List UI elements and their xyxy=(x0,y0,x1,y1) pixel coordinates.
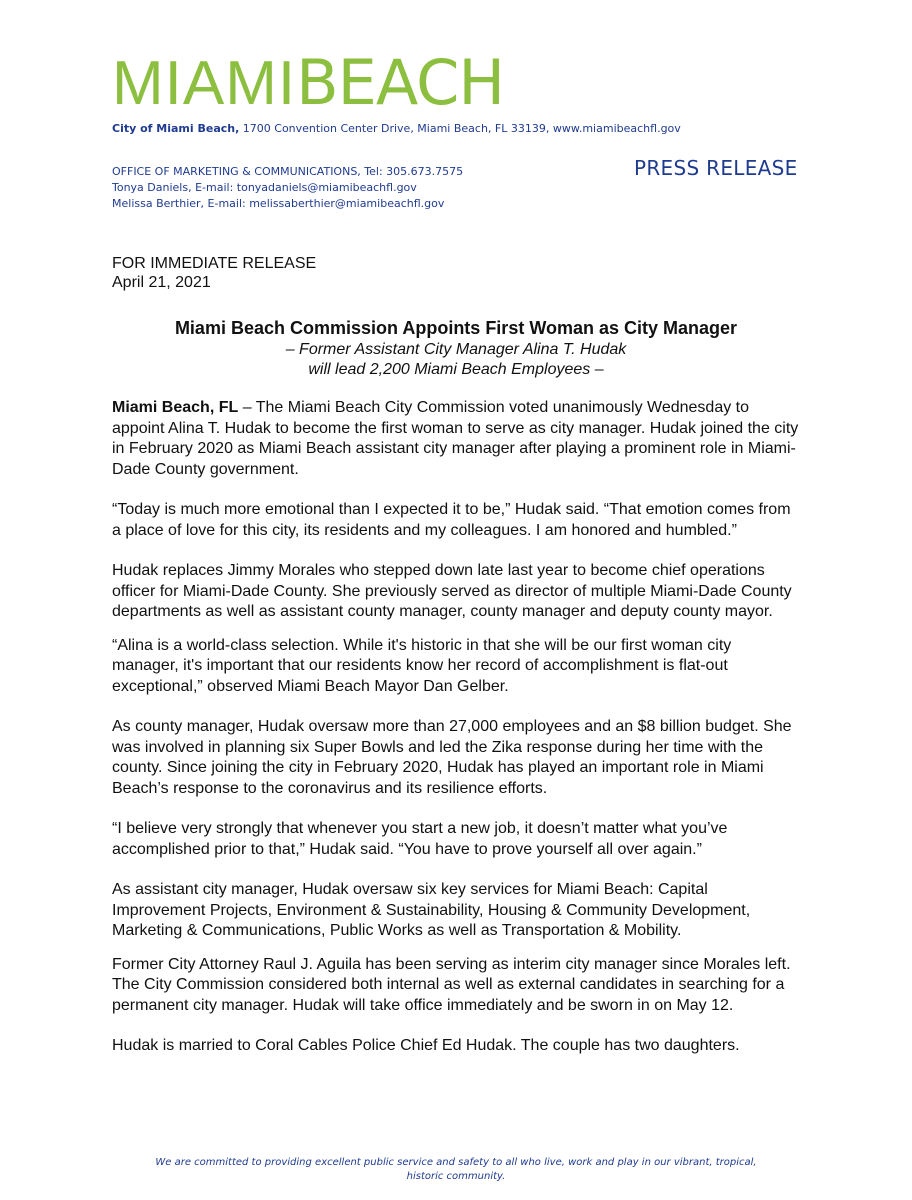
release-info xyxy=(112,254,316,292)
subhead-line-2: will lead 2,200 Miami Beach Employees – xyxy=(308,361,604,378)
address-text: 1700 Convention Center Drive, Miami Beach, FL 33139, www.miamibeachfl.gov xyxy=(239,122,681,135)
headline: Miami Beach Commission Appoints First Woman as City Manager xyxy=(174,318,738,338)
paragraph-4: “Alina is a world-class selection. While it's historic in that she will be our first woman city manager, it's important that our residents know her record of accomplishment is flat-out exceptional,” observed Miami Beach Mayor Dan Gelber. xyxy=(112,636,732,695)
logo-miami-text: MIAMI xyxy=(112,49,297,118)
footer-line-1: We are committed to providing excellent public service and safety to all who live, work and play in our vibrant, tropical, xyxy=(155,1157,757,1168)
footer-line-2: historic community. xyxy=(406,1171,506,1182)
paragraph-2: “Today is much more emotional than I expected it to be,” Hudak said. “That emotion comes from a place of love for this city, its residents and my colleagues. I am honored and humbled.” xyxy=(112,501,791,539)
letterhead-address xyxy=(112,122,681,135)
paragraph-8: Former City Attorney Raul J. Aguila has been serving as interim city manager since Morales left. The City Commission considered both internal as well as external candidates in searching for a permanent city manager. Hudak will take office immediately and be sworn in on May 12. xyxy=(112,955,791,1014)
contact-melissa: Melissa Berthier, E-mail: melissaberthier@miamibeachfl.gov xyxy=(112,197,445,210)
paragraph-5: As county manager, Hudak oversaw more than 27,000 employees and an $8 billion budget. She was involved in planning six Super Bowls and led the Zika response during her time with the county. Since joining the city in February 2020, Hudak has played an important role in Miami Beach’s response to the coronavirus and its resilience efforts. xyxy=(112,718,792,797)
paragraph-1 xyxy=(112,398,802,480)
paragraph-7: As assistant city manager, Hudak oversaw six key services for Miami Beach: Capital Improvement Projects, Environment & Sustainability, Housing & Community Development, Marketing & Communications, Public Works as well as Transportation & Mobility. xyxy=(112,881,751,939)
contact-tonya: Tonya Daniels, E-mail: tonyadaniels@miamibeachfl.gov xyxy=(112,181,417,194)
press-release-label: PRESS RELEASE xyxy=(634,156,798,180)
office-line: OFFICE OF MARKETING & COMMUNICATIONS, Tel: 305.673.7575 xyxy=(112,165,464,178)
subheadline xyxy=(112,340,800,380)
subhead-line-1: – Former Assistant City Manager Alina T. Hudak xyxy=(285,341,627,358)
dateline: Miami Beach, FL xyxy=(112,399,239,416)
office-contacts xyxy=(112,164,463,212)
release-date: April 21, 2021 xyxy=(112,274,211,291)
paragraph-1-text: – The Miami Beach City Commission voted unanimously Wednesday to appoint Alina T. Hudak to become the first woman to serve as city manager. Hudak joined the city in February 2020 as Miami Beach assistant city manager after playing a prominent role in Miami-Dade County government. xyxy=(112,399,799,478)
paragraph-9: Hudak is married to Coral Cables Police Chief Ed Hudak. The couple has two daughters. xyxy=(112,1037,740,1054)
paragraph-6: “I believe very strongly that whenever you start a new job, it doesn’t matter what you’ve accomplished prior to that,” Hudak said. “You have to prove yourself all over again.” xyxy=(112,820,728,858)
paragraph-3: Hudak replaces Jimmy Morales who stepped down late last year to become chief operations officer for Miami-Dade County. She previously served as director of multiple Miami-Dade County departments as well as assistant county manager, county manager and deputy county mayor. xyxy=(112,562,792,620)
immediate-release-label: FOR IMMEDIATE RELEASE xyxy=(112,255,317,272)
city-name: City of Miami Beach, xyxy=(112,122,240,135)
miami-beach-logo xyxy=(112,46,505,119)
article-body xyxy=(112,398,802,1077)
logo-beach-text: BEACH xyxy=(296,46,505,119)
footer-statement xyxy=(150,1156,762,1184)
